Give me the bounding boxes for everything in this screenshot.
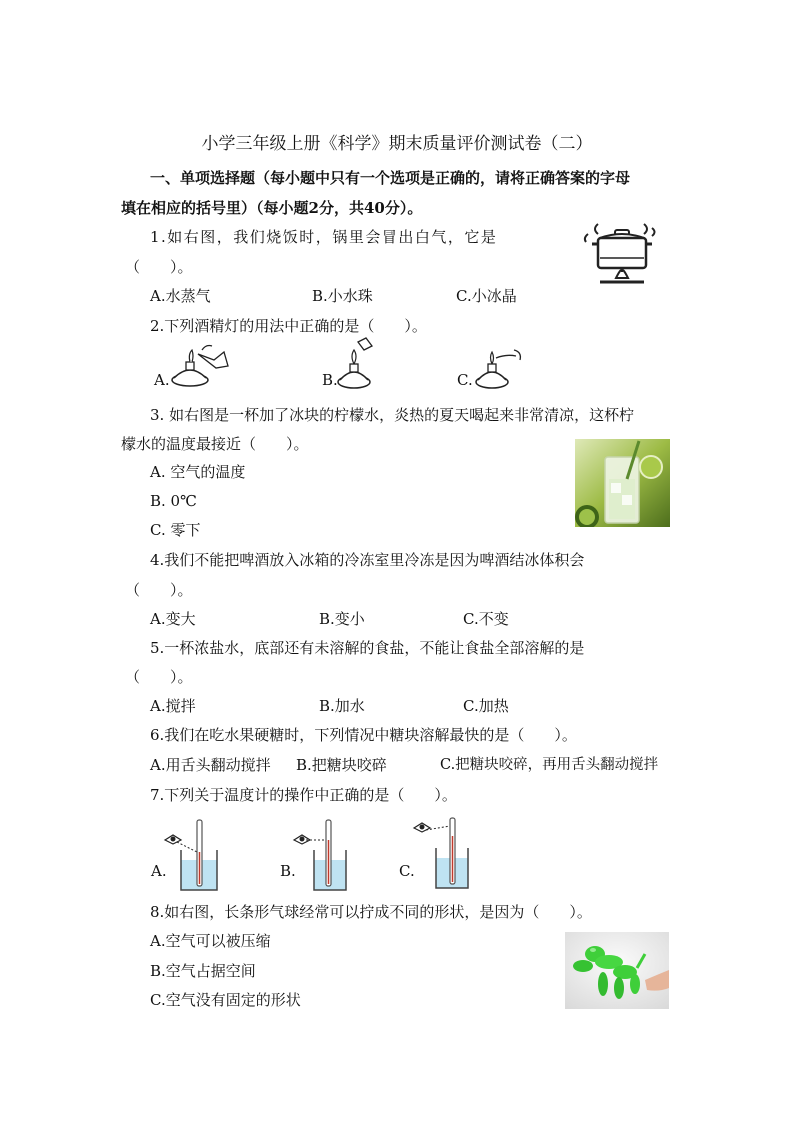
- thermometer-b-icon: [292, 818, 354, 892]
- q3-option-c: C. 零下: [150, 521, 201, 539]
- q5-blank: （ ）。: [125, 668, 193, 686]
- page-title: 小学三年级上册《科学》期末质量评价测试卷（二）: [201, 134, 593, 154]
- q1-stem: 1.如右图，我们烧饭时，锅里会冒出白气，它是: [150, 228, 498, 246]
- q4-option-a: A.变大: [150, 610, 196, 628]
- q1-option-a: A.水蒸气: [150, 287, 211, 305]
- q7-stem: 7.下列关于温度计的操作中正确的是（ ）。: [150, 786, 457, 804]
- alcohol-lamp-c-icon: [474, 344, 530, 392]
- q2-option-c: C.: [457, 371, 473, 389]
- q5-option-c: C.加热: [463, 697, 509, 715]
- q6-stem: 6.我们在吃水果硬糖时，下列情况中糖块溶解最快的是（ ）。: [150, 726, 577, 744]
- q5-stem: 5.一杯浓盐水，底部还有未溶解的食盐，不能让食盐全部溶解的是: [150, 639, 585, 657]
- q3-stem-line1: 3. 如右图是一杯加了冰块的柠檬水，炎热的夏天喝起来非常清凉，这杯柠: [150, 406, 635, 424]
- alcohol-lamp-a-icon: [168, 342, 230, 390]
- q7-option-b: B.: [280, 862, 296, 880]
- q4-stem: 4.我们不能把啤酒放入冰箱的冷冻室里冷冻是因为啤酒结冰体积会: [150, 551, 585, 569]
- q7-option-c: C.: [399, 862, 415, 880]
- q2-option-b: B.: [322, 371, 338, 389]
- q1-option-b: B.小水珠: [312, 287, 373, 305]
- q5-option-b: B.加水: [319, 697, 365, 715]
- q3-option-a: A. 空气的温度: [150, 463, 246, 481]
- alcohol-lamp-b-icon: [336, 336, 376, 392]
- lemon-water-photo: [575, 439, 670, 527]
- q8-option-a: A.空气可以被压缩: [150, 932, 271, 950]
- q2-stem: 2.下列酒精灯的用法中正确的是（ ）。: [150, 317, 427, 335]
- q6-option-c: C.把糖块咬碎，再用舌头翻动搅拌: [440, 757, 659, 773]
- q4-option-b: B.变小: [319, 610, 365, 628]
- section-heading-line1: 一、单项选择题（每小题中只有一个选项是正确的，请将正确答案的字母: [150, 169, 631, 187]
- section-heading-line2: 填在相应的括号里）（每小题2分，共40分）。: [121, 199, 423, 217]
- q8-option-c: C.空气没有固定的形状: [150, 991, 301, 1009]
- q7-option-a: A.: [151, 862, 167, 880]
- q3-stem-line2: 檬水的温度最接近（ ）。: [121, 435, 309, 453]
- thermometer-c-icon: [412, 814, 474, 890]
- thermometer-a-icon: [163, 818, 225, 892]
- q8-stem: 8.如右图，长条形气球经常可以拧成不同的形状，是因为（ ）。: [150, 903, 592, 921]
- q2-option-a: A.: [154, 371, 170, 389]
- q4-option-c: C.不变: [463, 610, 509, 628]
- balloon-dog-photo: [565, 932, 669, 1009]
- q1-blank: （ ）。: [125, 258, 193, 276]
- q3-option-b: B. 0℃: [150, 492, 197, 510]
- q1-option-c: C.小冰晶: [456, 287, 517, 305]
- steaming-pot-icon: [582, 222, 662, 288]
- q6-option-a: A.用舌头翻动搅拌: [150, 756, 271, 774]
- q6-option-b: B.把糖块咬碎: [296, 756, 387, 774]
- q8-option-b: B.空气占据空间: [150, 962, 256, 980]
- q4-blank: （ ）。: [125, 581, 193, 599]
- q5-option-a: A.搅拌: [150, 697, 196, 715]
